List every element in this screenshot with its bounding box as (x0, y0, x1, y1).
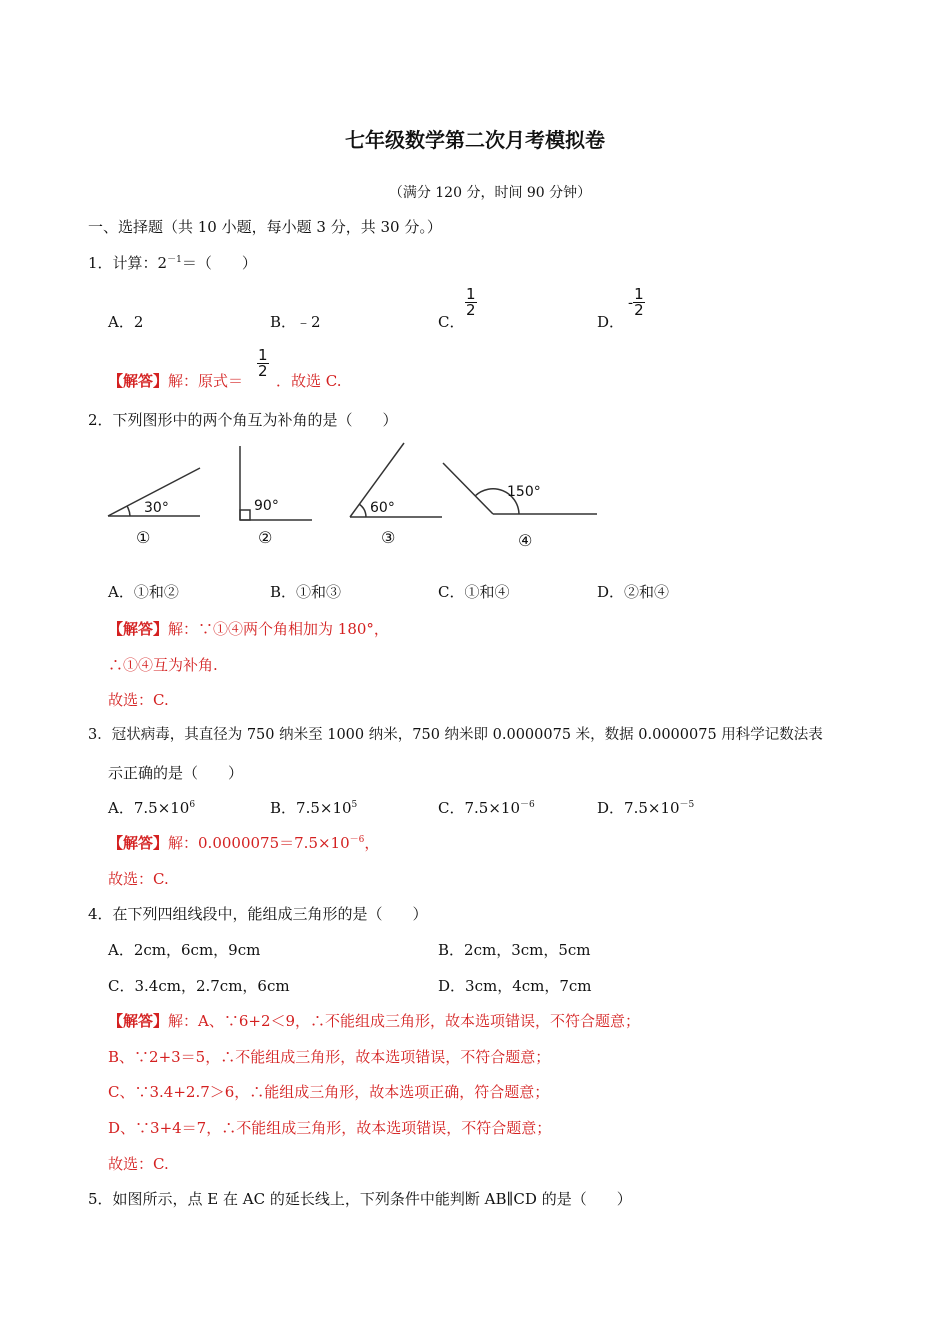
q2-answer-line-1: 【解答】解：∵①④两个角相加为 180°， (108, 620, 389, 638)
q4-option-d: D．3cm，4cm，7cm (438, 977, 592, 995)
question-1-stem: 1．计算：$2^{-1}=$（ ） (88, 254, 257, 272)
fig3-angle-label: 60° (370, 500, 395, 516)
q3-option-a: A．$7.5\times 10^6$ (108, 799, 196, 817)
q3-option-b: B．$7.5\times 10^5$ (270, 799, 358, 817)
q2-option-b: B．①和③ (270, 583, 342, 601)
q2-option-d: D．②和④ (597, 583, 670, 601)
fig1-number: ① (136, 528, 151, 547)
exam-info: （满分 120 分，时间 90 分钟） (388, 185, 592, 201)
q4-answer-line-2: B、∵2+3＝5，∴不能组成三角形，故本选项错误，不符合题意； (108, 1048, 551, 1066)
page-title: 七年级数学第二次月考模拟卷 (345, 128, 605, 152)
fig4-number: ④ (518, 531, 533, 550)
q4-option-b: B．2cm，3cm，5cm (438, 941, 591, 959)
question-5-stem: 5．如图所示，点 E 在 AC 的延长线上，下列条件中能判断 AB∥CD 的是（ ） (88, 1190, 632, 1208)
q1-answer-tail: ．故选 C. (276, 372, 342, 390)
question-3-stem-line-1: 3．冠状病毒，其直径为 750 纳米至 1000 纳米，750 纳米即 0.0000075 米，数据 0.0000075 用科学记数法表 (88, 727, 823, 743)
q1-answer: 【解答】解：原式＝ (108, 372, 244, 390)
fig4-angle-label: 150° (507, 484, 541, 500)
q3-option-c: C．$7.5\times 10^{-6}$ (438, 799, 535, 817)
q1-option-d: D． (597, 313, 625, 331)
fig2-number: ② (258, 528, 273, 547)
q4-answer-line-1: 【解答】解：A、∵6+2＜9，∴不能组成三角形，故本选项错误，不符合题意； (108, 1012, 641, 1030)
question-4-stem: 4．在下列四组线段中，能组成三角形的是（ ） (88, 905, 428, 923)
q1-option-d-fraction: - $\frac{1}{2}$ (628, 285, 644, 319)
q4-answer-line-3: C、∵3.4+2.7＞6，∴能组成三角形，故本选项正确，符合题意； (108, 1083, 550, 1101)
q2-option-c: C．①和④ (438, 583, 510, 601)
q4-option-c: C．3.4cm，2.7cm，6cm (108, 977, 290, 995)
fig3-number: ③ (381, 528, 396, 547)
q1-answer-fraction: $\frac{1}{2}$ (258, 346, 268, 380)
q1-option-c: C． (438, 313, 465, 331)
question-2-stem: 2．下列图形中的两个角互为补角的是（ ） (88, 411, 398, 429)
q1-option-a: A．2 (108, 313, 144, 331)
q1-option-b: B．﹣2 (270, 313, 321, 331)
q4-answer-line-4: D、∵3+4＝7，∴不能组成三角形，故本选项错误，不符合题意； (108, 1119, 552, 1137)
fig1-angle-label: 30° (144, 500, 169, 516)
angle-figures (0, 440, 950, 555)
fig2-angle-label: 90° (254, 498, 279, 514)
q1-option-c-fraction: $\frac{1}{2}$ (466, 285, 476, 319)
q2-option-a: A．①和② (108, 583, 179, 601)
q2-answer-line-3: 故选：C. (108, 691, 169, 709)
section-heading: 一、选择题（共 10 小题，每小题 3 分，共 30 分。） (88, 218, 442, 236)
q3-answer-line-2: 故选：C. (108, 870, 169, 888)
question-3-stem-line-2: 示正确的是（ ） (108, 764, 244, 782)
q3-option-d: D．$7.5\times 10^{-5}$ (597, 799, 695, 817)
q4-answer-line-5: 故选：C. (108, 1155, 169, 1173)
q2-answer-line-2: ∴①④互为补角. (108, 656, 218, 674)
q3-answer-line-1: 【解答】解：$0.0000075=7.5\times 10^{-6}$， (108, 834, 380, 852)
q4-option-a: A．2cm，6cm，9cm (108, 941, 261, 959)
